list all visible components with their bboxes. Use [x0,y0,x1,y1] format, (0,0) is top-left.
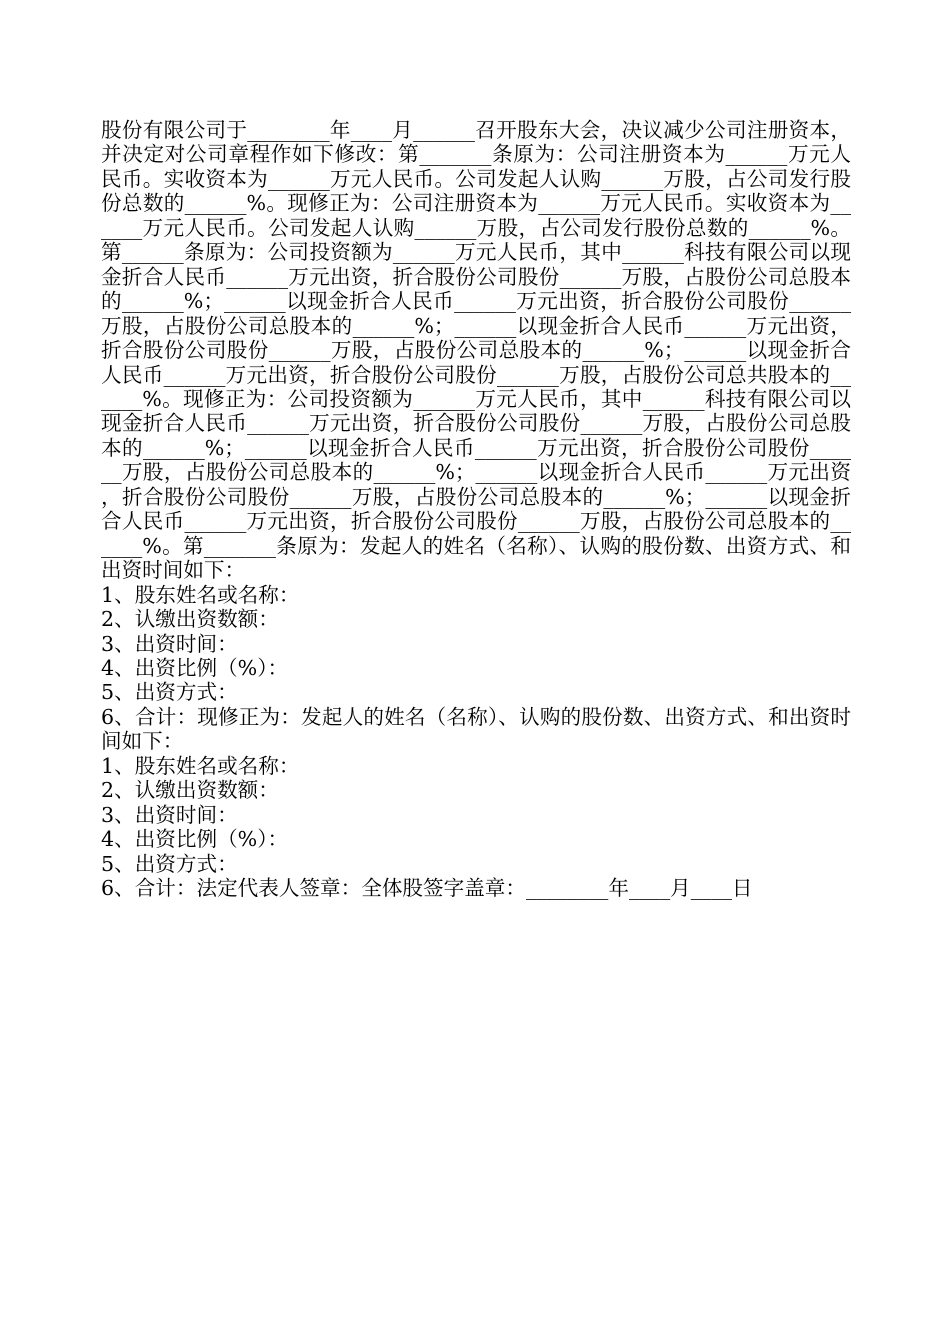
revised-list-item: 2、认缴出资数额： [101,778,279,803]
closing-paragraph: 6、合计：法定代表人签章：全体股签字盖章：________年____月____日 [101,876,753,901]
revised-list-item: 4、出资比例（%）： [101,827,289,852]
original-list-item: 5、出资方式： [101,680,238,705]
original-list-item: 3、出资时间： [101,631,238,656]
revised-paragraph: 6、合计：现修正为：发起人的姓名（名称）、认购的股份数、出资方式、和出资时间如下： [101,704,851,754]
intro-paragraph: 股份有限公司于________年____月______召开股东大会，决议减少公司注册资本，并决定对公司章程作如下修改：第_______条原为：公司注册资本为______万元人民币。实收资本为______万元人民币。公司发起人认购______万股，占公司发行股份总数的______%。现修正为：公司注册资本为______万元人民币。实收资本为______万元人民币。公司发起人认购______万股，占公司发行股份总数的______%。第______条原为：公司投资额为______万元人民币，其中______科技有限公司以现金折合人民币______万元出资，折合股份公司股份______万股，占股份公司总股本的______%；______以现金折合人民币______万元出资，折合股份公司股份______万股，占股份公司总股本的______%；______以现金折合人民币______万元出资，折合股份公司股份______万股，占股份公司总股本的______%；______以现金折合人民币______万元出资，折合股份公司股份______万股，占股份公司总共股本的______%。现修正为：公司投资额为______万元人民币，其中______科技有限公司以现金折合人民币______万元出资，折合股份公司股份______万股，占股份公司总股本的______%；______以现金折合人民币______万元出资，折合股份公司股份______万股，占股份公司总股本的______%；______以现金折合人民币______万元出资，折合股份公司股份______万股，占股份公司总股本的______%；______以现金折合人民币______万元出资，折合股份公司股份______万股，占股份公司总股本的______%。第_______条原为：发起人的姓名（名称）、认购的股份数、出资方式、和出资时间如下： [101,118,851,583]
original-list-item: 2、认缴出资数额： [101,607,279,632]
revised-list-item: 3、出资时间： [101,802,238,827]
revised-list-item: 5、出资方式： [101,851,238,876]
revised-list-item: 1、股东姓名或名称： [101,753,300,778]
original-list-item: 1、股东姓名或名称： [101,582,300,607]
original-list-item: 4、出资比例（%）： [101,655,289,680]
document-body [101,118,851,901]
